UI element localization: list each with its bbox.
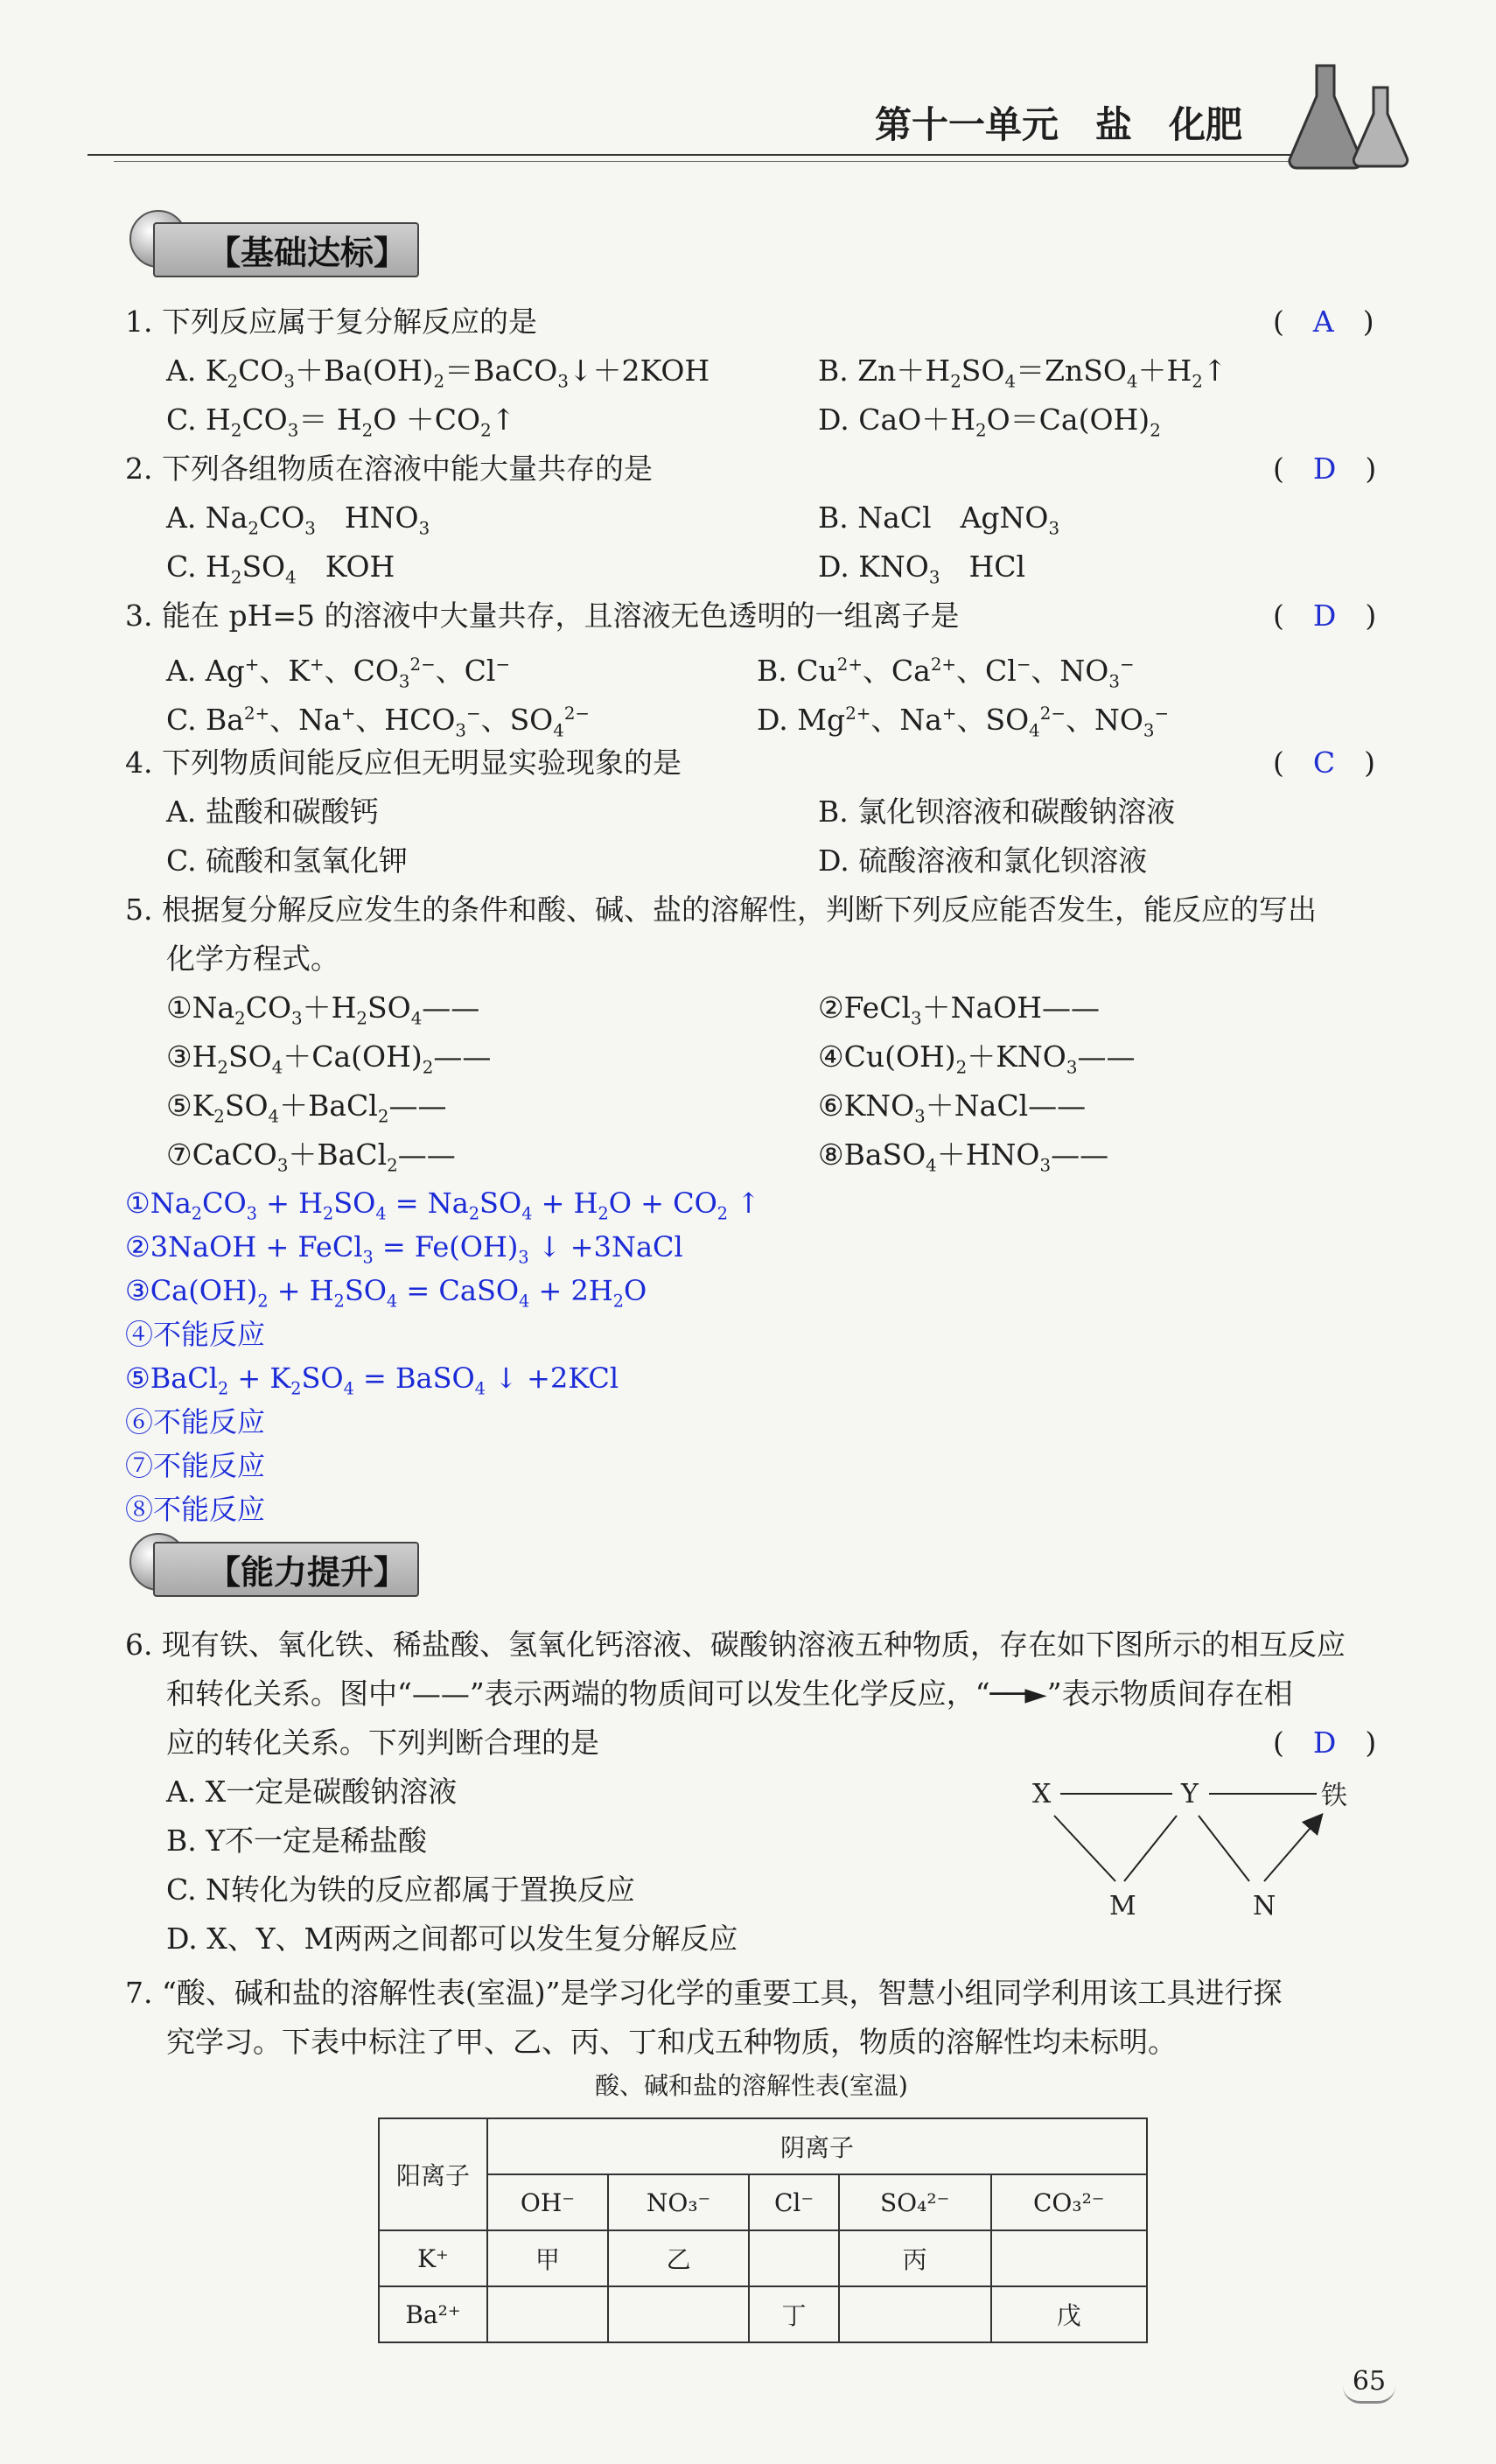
q3-option-d: D. $Mg^{2+}$、Na+、$SO_4^{2-}$、$NO_3^-$: [757, 703, 1170, 741]
section-basic: 【基础达标】: [153, 222, 419, 277]
table-cell: [487, 2286, 608, 2342]
q1-answer: ( A ): [1273, 304, 1374, 339]
q1-option-b: B. $Zn+H_2SO_4=ZnSO_4+H_2↑$: [818, 354, 1227, 392]
q5-answer-4: ④不能反应: [125, 1318, 266, 1351]
q5-answer-2: ②3NaOH + FeCl$_3$ = $Fe(OH)_3$ ↓ +3NaCl: [125, 1230, 683, 1268]
q7-table-title: 酸、碱和盐的溶解性表(室温): [595, 2071, 908, 2100]
q3-option-a: A. Ag+、K+、$CO_3^{2-}$、Cl−: [166, 654, 511, 692]
q6-option-a: A. X一定是碳酸钠溶液: [166, 1774, 458, 1809]
anion-header: 阴离子: [487, 2118, 1147, 2174]
q4-answer: ( C ): [1273, 746, 1375, 780]
cation-ba: Ba²⁺: [379, 2286, 487, 2342]
anion-so4: SO₄²⁻: [839, 2174, 991, 2230]
page-header: [0, 0, 1496, 175]
cation-k: K⁺: [379, 2230, 487, 2286]
q5-answer-1: $①Na_2CO_3 + H_2SO_4 = Na_2SO_4 + H_2O + CO_2$ ↑: [125, 1186, 760, 1224]
q1-option-d: D. $CaO+H_2O=Ca(OH)_2$: [818, 402, 1161, 441]
q1-option-c: C. $H_2CO_3= H_2O$ $+CO_2↑$: [166, 402, 516, 441]
q3-answer: ( D ): [1273, 598, 1377, 633]
table-cell: 丁: [749, 2286, 838, 2342]
page-number: 65: [1343, 2362, 1395, 2404]
q7-stem-line1: 7. “酸、碱和盐的溶解性表(室温)”是学习化学的重要工具，智慧小组同学利用该工具进行探: [125, 1976, 1283, 2010]
anion-oh: OH⁻: [487, 2174, 608, 2230]
table-cell: [991, 2230, 1147, 2286]
table-cell: 戊: [991, 2286, 1147, 2342]
q2-option-a: A. $Na_2CO_3$ $HNO_3$: [166, 500, 430, 539]
q1-stem: 1. 下列反应属于复分解反应的是: [125, 304, 537, 339]
anion-cl: Cl⁻: [749, 2174, 838, 2230]
q4-answer-letter: C: [1312, 746, 1336, 780]
q6-option-b: B. Y不一定是稀盐酸: [166, 1824, 428, 1858]
q6-answer: ( D ): [1273, 1726, 1377, 1760]
q5-reaction-6: $⑥KNO_3+NaCl——$: [818, 1088, 1087, 1127]
q5-reaction-1: $①Na_2CO_3+H_2SO_4——$: [166, 990, 480, 1029]
q5-answer-6: ⑥不能反应: [125, 1405, 266, 1438]
anion-co3: CO₃²⁻: [991, 2174, 1147, 2230]
q3-option-c: C. $Ba^{2+}$、Na+、$HCO_3^-$、$SO_4^{2-}$: [166, 703, 590, 741]
q5-answer-7: ⑦不能反应: [125, 1449, 266, 1482]
q4-stem: 4. 下列物质间能反应但无明显实验现象的是: [125, 746, 682, 780]
q5-reaction-2: ②FeCl$_3$＋NaOH——: [818, 990, 1100, 1029]
q3-answer-letter: D: [1312, 598, 1337, 633]
table-cell: 甲: [487, 2230, 608, 2286]
flask-icon: [1269, 61, 1426, 171]
header-rule-thin: [114, 161, 1339, 162]
q4-option-b: B. 氯化钡溶液和碳酸钠溶液: [818, 794, 1176, 829]
table-row: [379, 2230, 1147, 2286]
q3-option-b: B. $Cu^{2+}$、$Ca^{2+}$、Cl−、$NO_3^-$: [757, 654, 1135, 692]
header-title: 第十一单元 盐 化肥: [875, 103, 1243, 146]
q5-stem-line1: 5. 根据复分解反应发生的条件和酸、碱、盐的溶解性，判断下列反应能否发生，能反应的写出: [125, 892, 1317, 927]
node-n: N: [1253, 1891, 1276, 1922]
q6-answer-letter: D: [1312, 1726, 1337, 1760]
reaction-diagram: [1015, 1768, 1365, 1925]
header-rule: [87, 154, 1339, 156]
q5-reaction-4: $④Cu(OH)_2+KNO_3——$: [818, 1040, 1136, 1078]
q6-option-d: D. X、Y、M两两之间都可以发生复分解反应: [166, 1922, 738, 1956]
table-cell: [749, 2230, 838, 2286]
q4-option-c: C. 硫酸和氢氧化钾: [166, 844, 409, 878]
q5-answer-3: $③Ca(OH)_2 + H_2SO_4$ = CaSO$_4$ + $2H_2O$: [125, 1274, 647, 1312]
section-advanced: 【能力提升】: [153, 1542, 419, 1597]
q1-option-a: A. $K_2CO_3+Ba(OH)_2=BaCO_3↓+2KOH$: [166, 354, 710, 392]
table-row: [379, 2286, 1147, 2342]
q5-reaction-8: $⑧BaSO_4+HNO_3——$: [818, 1138, 1109, 1176]
node-x: X: [1032, 1779, 1052, 1810]
q2-option-d: D. $KNO_3$ HCl: [818, 550, 1026, 588]
anion-no3: NO₃⁻: [608, 2174, 749, 2230]
q6-stem-line1: 6. 现有铁、氧化铁、稀盐酸、氢氧化钙溶液、碳酸钠溶液五种物质，存在如下图所示的相互反应: [125, 1628, 1346, 1662]
q6-stem-line3: 应的转化关系。下列判断合理的是: [166, 1726, 599, 1760]
q4-option-a: A. 盐酸和碳酸钙: [166, 794, 379, 829]
table-cell: [608, 2286, 749, 2342]
q5-reaction-5: $⑤K_2SO_4+BaCl_2——$: [166, 1088, 447, 1127]
node-m: M: [1109, 1891, 1136, 1922]
q1-answer-letter: A: [1312, 304, 1334, 339]
q2-option-b: B. NaCl AgNO$_3$: [818, 500, 1060, 539]
q5-answer-8: ⑧不能反应: [125, 1493, 266, 1526]
cation-header: 阳离子: [379, 2118, 487, 2230]
q2-option-c: C. $H_2SO_4$ KOH: [166, 550, 395, 588]
q5-stem-line2: 化学方程式。: [166, 942, 339, 976]
q6-stem-line2: 和转化关系。图中“——”表示两端的物质间可以发生化学反应，“──►”表示物质间存在相: [166, 1676, 1293, 1711]
q3-stem: 3. 能在 pH=5 的溶液中大量共存，且溶液无色透明的一组离子是: [125, 598, 960, 633]
q2-answer-letter: D: [1312, 452, 1337, 486]
table-cell: 丙: [839, 2230, 991, 2286]
q5-reaction-3: $③H_2SO_4+Ca(OH)_2——$: [166, 1040, 492, 1078]
solubility-table: [378, 2118, 1148, 2343]
q6-option-c: C. N转化为铁的反应都属于置换反应: [166, 1872, 635, 1907]
table-cell: 乙: [608, 2230, 749, 2286]
q2-answer: ( D ): [1273, 452, 1377, 486]
q7-stem-line2: 究学习。下表中标注了甲、乙、丙、丁和戊五种物质，物质的溶解性均未标明。: [166, 2025, 1177, 2059]
node-iron: 铁: [1321, 1781, 1347, 1811]
q2-stem: 2. 下列各组物质在溶液中能大量共存的是: [125, 452, 653, 486]
q5-answer-5: ⑤BaCl$_2$ + $K_2SO_4$ = BaSO$_4$ ↓ +2KCl: [125, 1362, 619, 1399]
node-y: Y: [1181, 1779, 1199, 1810]
q4-option-d: D. 硫酸溶液和氯化钡溶液: [818, 844, 1148, 878]
q5-reaction-7: ⑦CaCO$_3$＋BaCl$_2$——: [166, 1138, 456, 1176]
table-cell: [839, 2286, 991, 2342]
